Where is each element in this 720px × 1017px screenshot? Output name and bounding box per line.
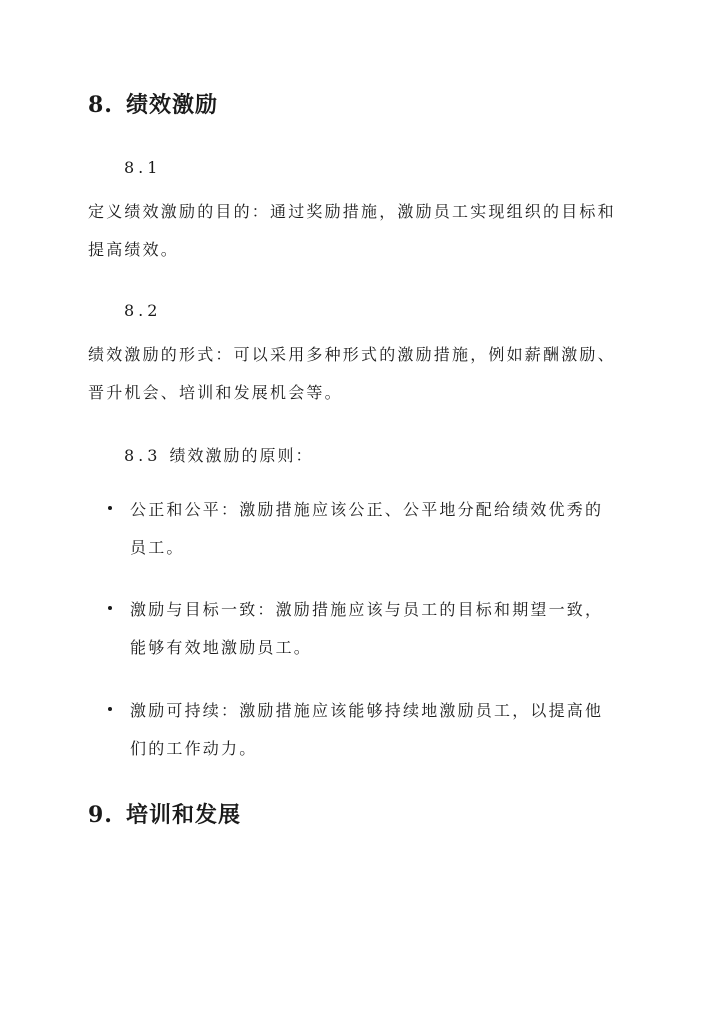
list-item-line: 能够有效地激励员工。 (130, 638, 313, 657)
list-item-line: 公正和公平：激励措施应该公正、公平地分配给绩效优秀的 (130, 500, 604, 519)
list-item-text (130, 591, 630, 667)
section-9-heading (88, 798, 241, 829)
subsection-8-3-heading (124, 443, 313, 466)
bullet-dot-icon (108, 707, 112, 711)
paragraph-line: 提高绩效。 (88, 240, 180, 259)
list-item-line: 们的工作动力。 (130, 739, 258, 758)
bullet-dot-icon (108, 606, 112, 610)
list-item-text (130, 692, 630, 768)
section-9-number: 9. (88, 802, 113, 828)
subsection-8-3-number: 8.3 (124, 446, 162, 465)
list-item-line: 激励与目标一致：激励措施应该与员工的目标和期望一致， (130, 600, 604, 619)
bullet-dot-icon (108, 506, 112, 510)
paragraph-line: 绩效激励的形式：可以采用多种形式的激励措施，例如薪酬激励、 (88, 345, 616, 364)
subsection-8-1-number: 8.1 (124, 158, 162, 177)
subsection-8-1-paragraph (88, 193, 648, 269)
section-8-title: 绩效激励 (126, 92, 219, 118)
paragraph-line: 定义绩效激励的目的：通过奖励措施，激励员工实现组织的目标和 (88, 202, 616, 221)
section-8-number: 8. (88, 92, 113, 118)
subsection-8-2-number: 8.2 (124, 301, 162, 320)
subsection-8-2-paragraph (88, 336, 648, 412)
list-item-line: 员工。 (130, 538, 185, 557)
subsection-8-3-title: 绩效激励的原则： (169, 446, 314, 465)
list-item-line: 激励可持续：激励措施应该能够持续地激励员工，以提高他 (130, 701, 604, 720)
section-8-heading (88, 88, 218, 119)
section-9-title: 培训和发展 (126, 802, 242, 828)
paragraph-line: 晋升机会、培训和发展机会等。 (88, 383, 343, 402)
list-item-text (130, 491, 630, 567)
